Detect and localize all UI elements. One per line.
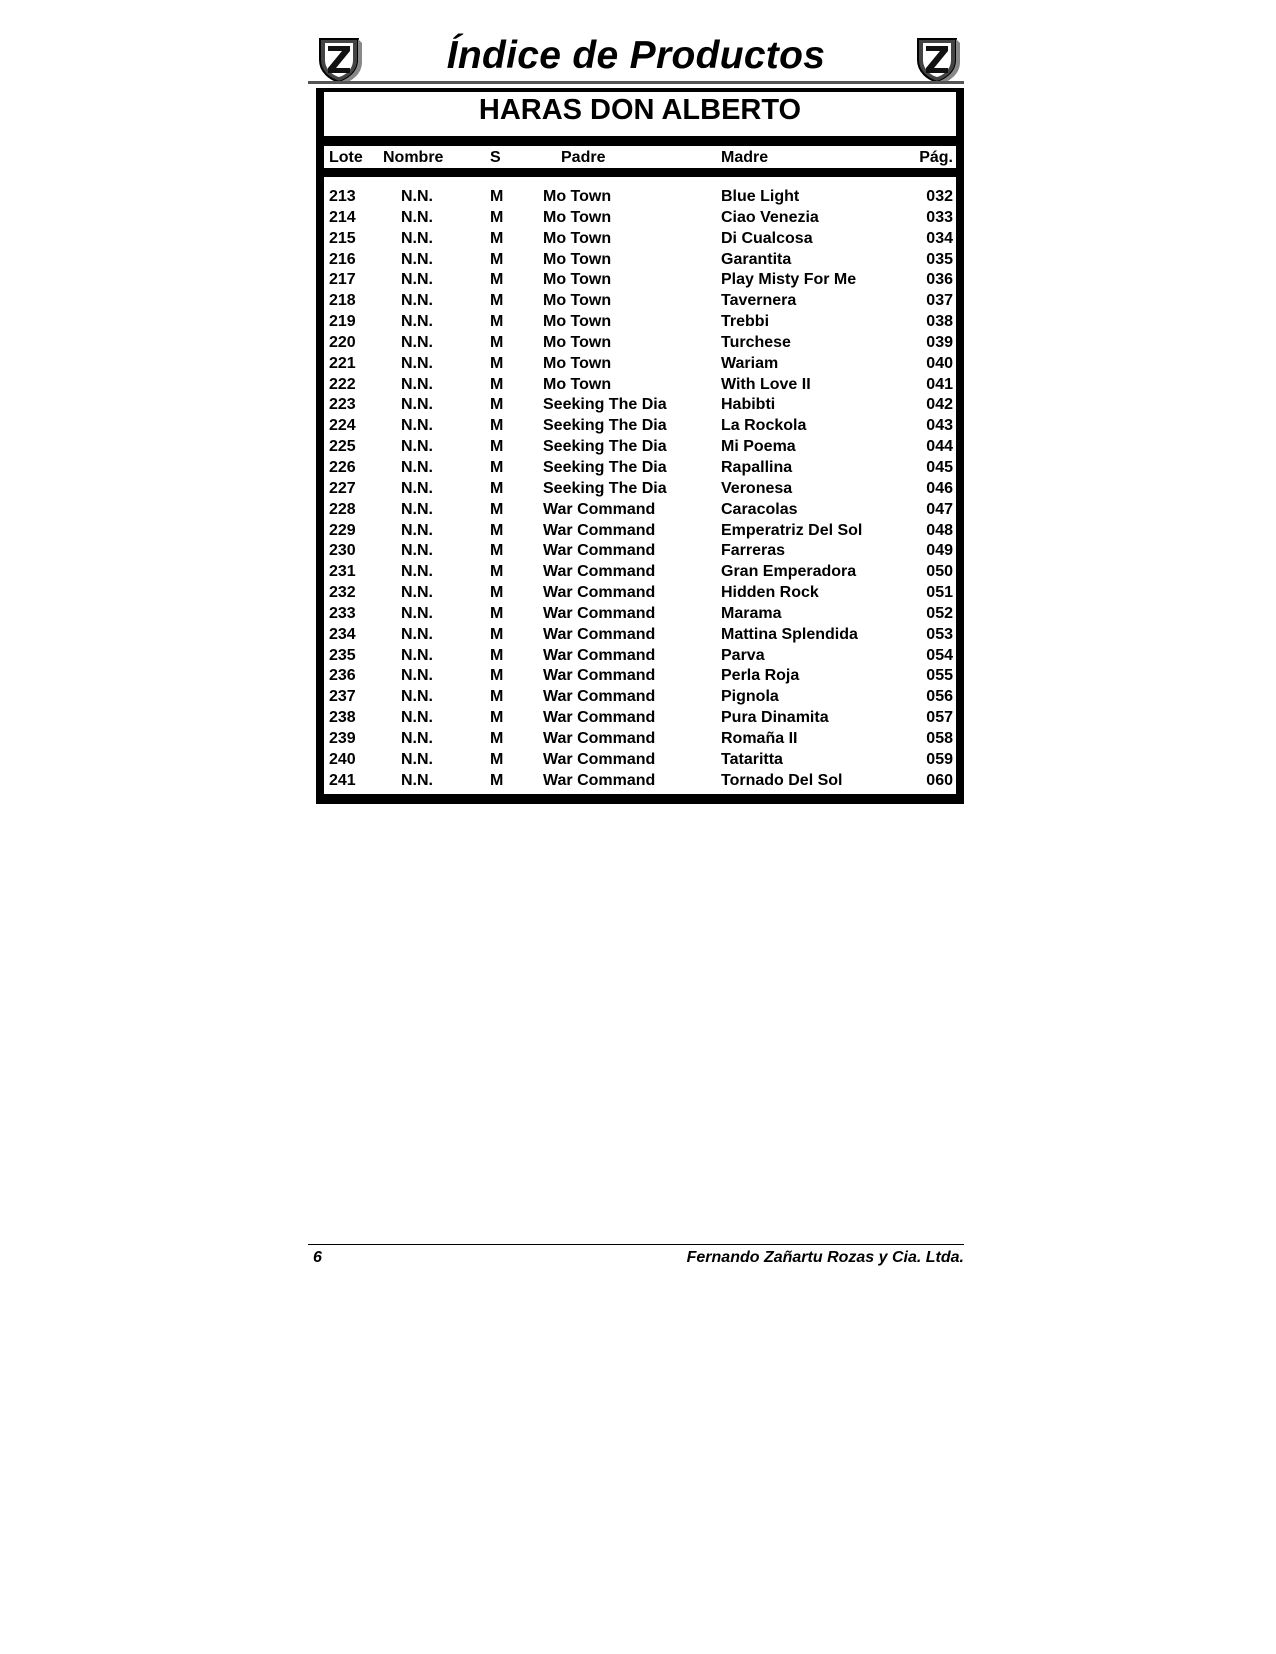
cell-sexo: M [490,438,504,456]
table-row [324,729,956,750]
table-row [324,562,956,583]
cell-madre: Farreras [721,542,786,560]
cell-lote: 217 [329,271,356,289]
table-row [324,270,956,291]
cell-sexo: M [490,188,504,205]
cell-sexo: M [490,313,504,331]
cell-madre: Marama [721,604,782,622]
table-body [324,187,956,791]
cell-lote: 218 [329,292,356,310]
cell-madre: Turchese [721,333,791,351]
table-row [324,500,956,521]
cell-lote: 230 [329,542,356,560]
cell-madre: Trebbi [721,313,770,331]
cell-padre: Mo Town [543,250,612,268]
cell-sexo: M [490,354,504,372]
cell-sexo: M [490,729,504,747]
cell-madre: Blue Light [721,188,800,205]
cell-sexo: M [490,667,504,685]
cell-lote: 223 [329,396,356,414]
cell-madre: Pura Dinamita [721,709,829,727]
cell-madre: Emperatriz Del Sol [721,521,863,539]
column-header-lote: Lote [329,149,363,166]
cell-padre: War Command [543,563,656,581]
cell-padre: Seeking The Dia [543,438,667,456]
table-row [324,250,956,271]
table-row [324,229,956,250]
cell-pagina: 032 [926,188,953,205]
cell-madre: Mattina Splendida [721,625,858,643]
cell-sexo: M [490,771,504,789]
cell-padre: Seeking The Dia [543,479,667,497]
divider-band [324,136,956,146]
cell-padre: War Command [543,667,656,685]
cell-madre: Caracolas [721,500,798,518]
cell-nombre: N.N. [401,229,433,247]
cell-nombre: N.N. [401,604,433,622]
cell-pagina: 042 [926,396,953,414]
cell-nombre: N.N. [401,667,433,685]
cell-nombre: N.N. [401,208,433,226]
cell-padre: War Command [543,542,656,560]
cell-nombre: N.N. [401,750,433,768]
cell-nombre: N.N. [401,375,433,393]
cell-padre: Mo Town [543,208,612,226]
cell-lote: 221 [329,354,356,372]
cell-pagina: 047 [926,500,953,518]
cell-madre: Gran Emperadora [721,563,857,581]
cell-nombre: N.N. [401,646,433,664]
table-row [324,604,956,625]
cell-sexo: M [490,333,504,351]
cell-madre: Mi Poema [721,438,796,456]
cell-nombre: N.N. [401,625,433,643]
table-row [324,208,956,229]
table-row [324,666,956,687]
cell-sexo: M [490,479,504,497]
cell-madre: Play Misty For Me [721,271,857,289]
column-header-s: S [490,149,501,166]
cell-pagina: 055 [926,667,953,685]
cell-madre: Rapallina [721,458,793,476]
cell-padre: Mo Town [543,313,612,331]
cell-lote: 214 [329,208,356,226]
cell-pagina: 040 [926,354,953,372]
column-header-padre: Padre [561,149,606,166]
cell-padre: War Command [543,750,656,768]
cell-sexo: M [490,271,504,289]
cell-nombre: N.N. [401,354,433,372]
cell-lote: 232 [329,584,356,602]
cell-padre: Seeking The Dia [543,396,667,414]
cell-madre: Pignola [721,688,779,706]
cell-nombre: N.N. [401,271,433,289]
cell-lote: 234 [329,625,356,643]
cell-padre: War Command [543,729,656,747]
cell-madre: Ciao Venezia [721,208,819,226]
cell-pagina: 059 [926,750,953,768]
cell-padre: Mo Town [543,292,612,310]
cell-madre: Wariam [721,354,779,372]
cell-pagina: 035 [926,250,953,268]
cell-lote: 236 [329,667,356,685]
cell-padre: Seeking The Dia [543,417,667,435]
cell-pagina: 034 [926,229,953,247]
table-row [324,583,956,604]
cell-pagina: 051 [926,584,953,602]
cell-sexo: M [490,375,504,393]
cell-lote: 235 [329,646,356,664]
cell-madre: Di Cualcosa [721,229,813,247]
table-row [324,750,956,771]
table-row [324,458,956,479]
cell-padre: Mo Town [543,333,612,351]
cell-padre: War Command [543,584,656,602]
cell-lote: 225 [329,438,356,456]
cell-madre: Tornado Del Sol [721,771,843,789]
cell-sexo: M [490,458,504,476]
cell-nombre: N.N. [401,542,433,560]
cell-sexo: M [490,584,504,602]
table-row [324,479,956,500]
cell-pagina: 033 [926,208,953,226]
table-row [324,187,956,208]
table-row [324,291,956,312]
cell-lote: 228 [329,500,356,518]
cell-padre: Mo Town [543,271,612,289]
cell-lote: 224 [329,417,356,435]
cell-lote: 239 [329,729,356,747]
cell-pagina: 057 [926,709,953,727]
cell-pagina: 058 [926,729,953,747]
page-title: Índice de Productos [446,34,826,77]
cell-lote: 233 [329,604,356,622]
cell-padre: Seeking The Dia [543,458,667,476]
cell-padre: War Command [543,625,656,643]
cell-lote: 229 [329,521,356,539]
cell-lote: 216 [329,250,356,268]
table-row [324,687,956,708]
cell-sexo: M [490,208,504,226]
table-row [324,646,956,667]
cell-madre: Habibti [721,396,776,414]
cell-madre: With Love II [721,375,811,393]
section-title: HARAS DON ALBERTO [478,94,802,126]
cell-sexo: M [490,625,504,643]
table-row [324,771,956,792]
cell-padre: War Command [543,604,656,622]
cell-nombre: N.N. [401,292,433,310]
cell-padre: War Command [543,500,656,518]
cell-lote: 240 [329,750,356,768]
column-header-nombre: Nombre [383,149,444,166]
cell-sexo: M [490,250,504,268]
cell-nombre: N.N. [401,250,433,268]
cell-nombre: N.N. [401,688,433,706]
cell-nombre: N.N. [401,438,433,456]
table-row [324,625,956,646]
table-row [324,708,956,729]
cell-lote: 227 [329,479,356,497]
cell-pagina: 036 [926,271,953,289]
cell-madre: Hidden Rock [721,584,819,602]
table-row [324,333,956,354]
cell-nombre: N.N. [401,521,433,539]
cell-lote: 222 [329,375,356,393]
divider-band [324,168,956,177]
cell-madre: Romaña II [721,729,798,747]
table-row [324,416,956,437]
cell-pagina: 043 [926,417,953,435]
cell-lote: 237 [329,688,356,706]
cell-pagina: 048 [926,521,953,539]
cell-lote: 220 [329,333,356,351]
company-name: Fernando Zañartu Rozas y Cia. Ltda. [686,1249,964,1266]
table-row [324,521,956,542]
cell-sexo: M [490,604,504,622]
cell-pagina: 038 [926,313,953,331]
table-row [324,354,956,375]
cell-lote: 231 [329,563,356,581]
cell-padre: War Command [543,688,656,706]
cell-pagina: 060 [926,771,953,789]
cell-sexo: M [490,292,504,310]
shield-z-icon [912,34,962,84]
cell-lote: 226 [329,458,356,476]
cell-nombre: N.N. [401,729,433,747]
cell-pagina: 052 [926,604,953,622]
cell-sexo: M [490,646,504,664]
cell-lote: 241 [329,771,356,789]
table-row [324,395,956,416]
cell-nombre: N.N. [401,709,433,727]
header-divider [308,81,964,84]
cell-lote: 213 [329,188,356,205]
cell-pagina: 039 [926,333,953,351]
table-row [324,437,956,458]
cell-nombre: N.N. [401,500,433,518]
cell-padre: War Command [543,646,656,664]
cell-pagina: 054 [926,646,953,664]
cell-sexo: M [490,542,504,560]
cell-sexo: M [490,709,504,727]
cell-pagina: 053 [926,625,953,643]
cell-pagina: 050 [926,563,953,581]
cell-lote: 219 [329,313,356,331]
cell-pagina: 041 [926,375,953,393]
cell-madre: Garantita [721,250,792,268]
table-row [324,312,956,333]
cell-pagina: 056 [926,688,953,706]
cell-madre: La Rockola [721,417,807,435]
cell-nombre: N.N. [401,417,433,435]
cell-pagina: 046 [926,479,953,497]
product-index-table [316,88,964,804]
cell-sexo: M [490,688,504,706]
cell-pagina: 045 [926,458,953,476]
cell-padre: War Command [543,709,656,727]
cell-nombre: N.N. [401,396,433,414]
cell-madre: Perla Roja [721,667,800,685]
page-number: 6 [313,1249,322,1266]
column-header-pag: Pág. [919,149,953,166]
cell-lote: 238 [329,709,356,727]
cell-nombre: N.N. [401,584,433,602]
table-row [324,541,956,562]
cell-nombre: N.N. [401,188,433,205]
cell-lote: 215 [329,229,356,247]
cell-sexo: M [490,229,504,247]
page-header [308,32,964,86]
cell-padre: Mo Town [543,229,612,247]
cell-sexo: M [490,563,504,581]
cell-padre: War Command [543,521,656,539]
cell-sexo: M [490,396,504,414]
cell-sexo: M [490,417,504,435]
cell-padre: Mo Town [543,354,612,372]
cell-pagina: 044 [926,438,953,456]
cell-nombre: N.N. [401,458,433,476]
cell-madre: Tavernera [721,292,797,310]
cell-sexo: M [490,521,504,539]
cell-madre: Veronesa [721,479,793,497]
cell-madre: Parva [721,646,765,664]
cell-padre: War Command [543,771,656,789]
cell-madre: Tataritta [721,750,783,768]
cell-padre: Mo Town [543,188,612,205]
cell-padre: Mo Town [543,375,612,393]
cell-nombre: N.N. [401,479,433,497]
cell-pagina: 037 [926,292,953,310]
cell-nombre: N.N. [401,771,433,789]
table-row [324,375,956,396]
cell-sexo: M [490,500,504,518]
cell-nombre: N.N. [401,563,433,581]
cell-nombre: N.N. [401,313,433,331]
cell-nombre: N.N. [401,333,433,351]
cell-sexo: M [490,750,504,768]
cell-pagina: 049 [926,542,953,560]
footer-divider [308,1244,964,1245]
column-header-madre: Madre [721,149,769,166]
